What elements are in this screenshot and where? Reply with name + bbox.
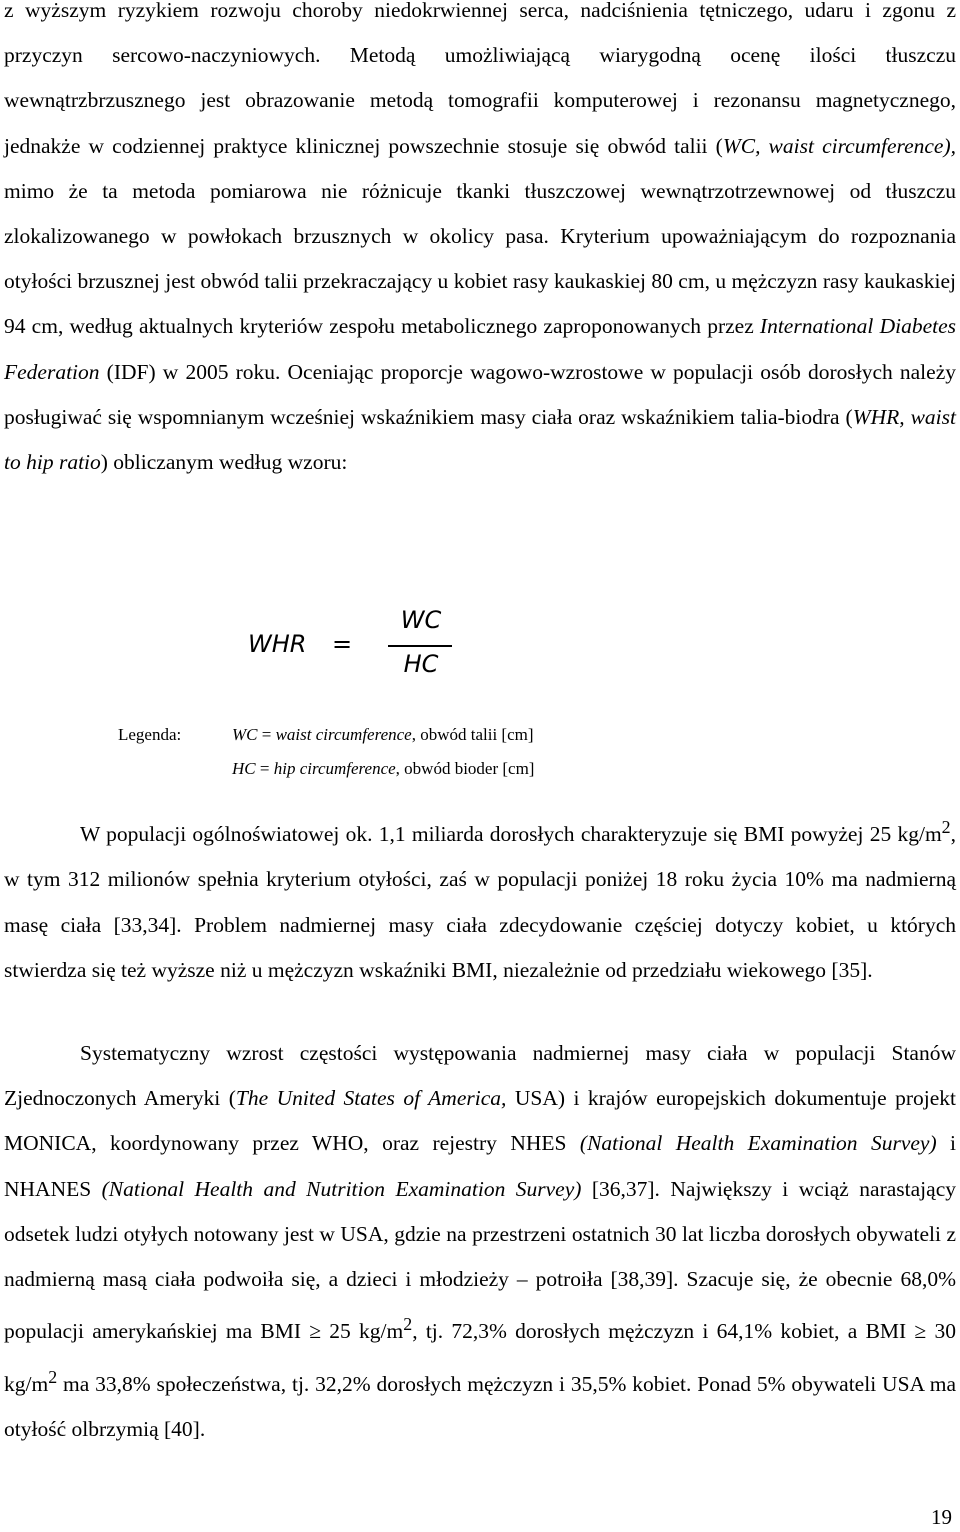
legend-label: Legenda:: [118, 725, 182, 744]
text-run: , w tym 312 milionów spełnia kryterium otyłości, zaś w populacji poniżej 18 roku życia 10% ma nadmierną masę ciała [33,34]. Problem nadmiernej masy ciała zdecydowanie częściej dotyczy kobiet, u których stwierdza się też wyższe niż u mężczyzn wskaźniki BMI, niezależnie od przedziału wiekowego [35].: [4, 822, 956, 982]
italic-run: waist circumference: [275, 725, 412, 744]
text-run: , obwód talii [cm]: [411, 725, 534, 744]
italic-run: HC: [232, 759, 256, 778]
italic-run: hip circumference: [273, 759, 396, 778]
superscript-run: 2: [403, 1314, 413, 1335]
superscript-run: 2: [941, 817, 951, 837]
text-run: (IDF) w 2005 roku. Oceniając proporcje wagowo-wzrostowe w populacji osób dorosłych należy posługiwać się wspomnianym wcześniej wskaźnikiem masy ciała oraz wskaźnikiem talia-biodra (: [4, 359, 956, 429]
text-run: ma 33,8% społeczeństwa, tj. 32,2% dorosłych mężczyzn i 35,5% kobiet. Ponad 5% obywateli USA ma otyłość olbrzymią [40].: [4, 1371, 956, 1441]
whr-formula: [248, 600, 468, 690]
text-run: z wyższym ryzykiem rozwoju choroby niedokrwiennej serca, nadciśnienia tętniczego, udaru i zgonu z przyczyn sercowo-naczyniowych. Metodą umożliwiającą wiarygodną ocenę ilości tłuszczu wewnątrzbrzusznego jest obrazowanie metodą tomografii komputerowej i rezonansu magnetycznego, jednakże w codziennej praktyce klinicznej powszechnie stosuje się obwód talii (: [4, 0, 956, 158]
italic-run: The United States of America,: [235, 1086, 507, 1111]
fraction-bar: [388, 645, 452, 647]
paragraph-usa-obesity: [4, 1031, 956, 1452]
text-run: USA) i krajów europejskich dokumentuje projekt MONICA, koordynowany przez WHO, oraz rejestry NHES: [4, 1086, 956, 1156]
text-run: Kryterium upoważniającym do rozpoznania otyłości brzusznej jest obwód talii przekraczający u kobiet rasy kaukaskiej 80 cm, u mężczyzn rasy kaukaskiej 94 cm, według aktualnych kryteriów zespołu metabolicznego zaproponowanych przez: [4, 224, 956, 339]
text-run: [36,37]. Największy i wciąż narastający odsetek ludzi otyłych notowany jest w USA, gdzie na przestrzeni ostatnich 30 lat liczba dorosłych obywateli z nadmierną masą ciała podwoiła się, a dzieci i młodzieży – potroiła [38,39]. Szacuje się, że obecnie 68,0% populacji amerykańskiej ma BMI ≥ 25 kg/m: [4, 1176, 956, 1344]
text-run: W populacji ogólnoświatowej ok. 1,1 miliarda dorosłych charakteryzuje się BMI powyżej 25 kg/m: [80, 822, 942, 847]
formula-denominator: HC: [403, 650, 439, 678]
italic-run: WHR, waist to hip ratio: [4, 404, 956, 475]
italic-run: (National Health Examination Survey): [579, 1131, 937, 1156]
italic-run: WC, waist circumference),: [722, 133, 956, 158]
paragraph-obesity-measurement: [4, 0, 956, 485]
text-run: Systematyczny wzrost częstości występowania nadmiernej masy ciała w populacji Stanów Zjednoczonych Ameryki (: [4, 1041, 956, 1111]
legend-item: [232, 718, 534, 752]
text-run: mimo że ta metoda pomiarowa nie różnicuje tkanki tłuszczowej wewnątrzotrzewnowej od tłuszczu zlokalizowanego w powłokach brzusznych w okolicy pasa.: [4, 178, 956, 249]
text-run: =: [257, 725, 276, 744]
text-run: , tj. 72,3% dorosłych mężczyzn i 64,1% kobiet, a BMI ≥ 30 kg/m: [4, 1319, 956, 1396]
formula-numerator: WC: [400, 606, 442, 634]
text-run: ) obliczanym według wzoru:: [100, 450, 348, 475]
text-run: =: [255, 759, 274, 778]
page-number: 19: [931, 1505, 952, 1529]
legend-items: [232, 718, 534, 786]
italic-run: International Diabetes Federation: [4, 314, 956, 384]
text-run: , obwód bioder [cm]: [395, 759, 535, 778]
italic-run: WC: [232, 725, 258, 744]
text-run: i NHANES: [4, 1131, 956, 1201]
formula-lhs: WHR: [248, 630, 307, 658]
legend-item: [232, 752, 534, 786]
italic-run: (National Health and Nutrition Examination Survey): [101, 1176, 582, 1201]
paragraph-global-bmi: [4, 805, 956, 993]
superscript-run: 2: [48, 1366, 58, 1387]
formula-equals: =: [332, 630, 353, 658]
